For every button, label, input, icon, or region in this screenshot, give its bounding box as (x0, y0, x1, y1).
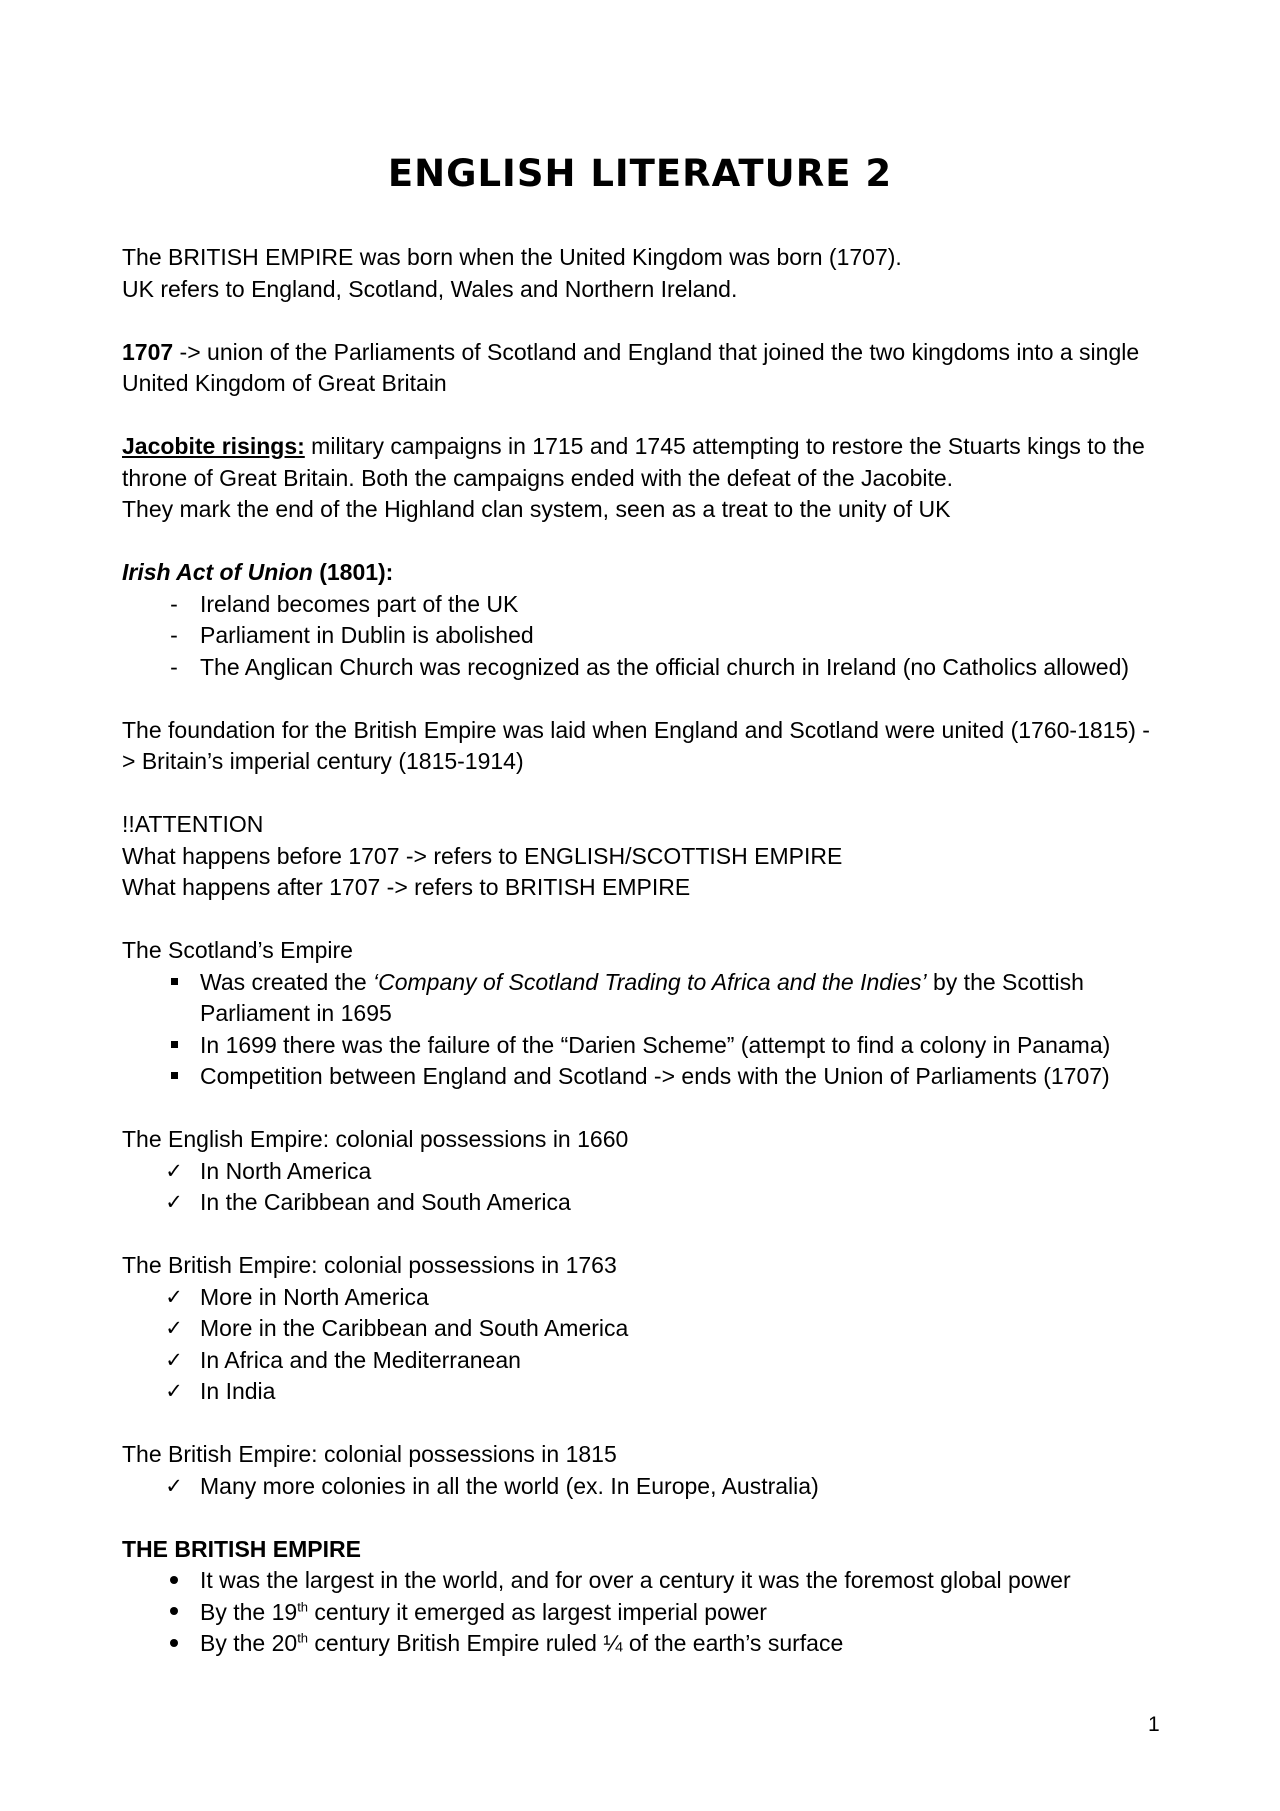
list-item: In 1699 there was the failure of the “Darien Scheme” (attempt to find a colony in Panama) (122, 1030, 1162, 1062)
square-bullet-icon (162, 967, 186, 999)
list-item: ✓ In Africa and the Mediterranean (122, 1345, 1162, 1377)
page-title: ENGLISH LITERATURE 2 (387, 152, 893, 195)
irish-act-heading (122, 557, 1162, 589)
british-empire-heading: THE BRITISH EMPIRE (122, 1535, 361, 1562)
dash-marker: - (170, 653, 178, 680)
attention-line-3: What happens after 1707 -> refers to BRITISH EMPIRE (122, 874, 691, 900)
english-1660-list (122, 1156, 1162, 1219)
irish-act-term: Irish Act of Union (122, 559, 313, 585)
scotland-empire-heading: The Scotland’s Empire (122, 937, 353, 963)
round-bullet-icon (162, 1628, 186, 1660)
round-bullet-icon (162, 1597, 186, 1629)
round-bullet-icon (162, 1565, 186, 1597)
british-empire-list (122, 1565, 1162, 1660)
list-item: - The Anglican Church was recognized as the official church in Ireland (no Catholics allowed) (122, 652, 1162, 684)
attention-line-1: !!ATTENTION (122, 811, 264, 837)
union-text: -> union of the Parliaments of Scotland and England that joined the two kingdoms into a single United Kingdom of Great Britain (122, 338, 1140, 396)
list-item: ✓ In North America (122, 1156, 1162, 1188)
intro-line-2: UK refers to England, Scotland, Wales and Northern Ireland. (122, 275, 738, 302)
list-item: ✓ In India (122, 1376, 1162, 1408)
page-content (122, 150, 1162, 1660)
jacobite-line-2: They mark the end of the Highland clan system, seen as a treat to the unity of UK (122, 496, 951, 522)
list-item: By the 19th century it emerged as largest imperial power (122, 1597, 1162, 1629)
attention-line-2: What happens before 1707 -> refers to ENGLISH/SCOTTISH EMPIRE (122, 842, 843, 869)
square-bullet-icon (162, 1061, 186, 1093)
checkmark-icon: ✓ (165, 1347, 183, 1372)
list-item: ✓ Many more colonies in all the world (ex. In Europe, Australia) (122, 1471, 1162, 1503)
union-1707-paragraph (122, 337, 1162, 400)
british-1815-heading: The British Empire: colonial possessions in 1815 (122, 1441, 617, 1467)
square-bullet-icon (162, 1030, 186, 1062)
list-item: Competition between England and Scotland -> ends with the Union of Parliaments (1707) (122, 1061, 1162, 1093)
list-item: By the 20th century British Empire ruled ¼ of the earth’s surface (122, 1628, 1162, 1660)
jacobite-paragraph (122, 431, 1162, 494)
list-item: - Ireland becomes part of the UK (122, 589, 1162, 621)
checkmark-icon: ✓ (165, 1473, 183, 1498)
list-item: ✓ In the Caribbean and South America (122, 1187, 1162, 1219)
irish-act-list (122, 589, 1162, 684)
checkmark-icon: ✓ (165, 1190, 183, 1214)
british-1815-list (122, 1471, 1162, 1503)
list-item: - Parliament in Dublin is abolished (122, 620, 1162, 652)
checkmark-icon: ✓ (165, 1284, 183, 1309)
list-item: ✓ More in the Caribbean and South America (122, 1313, 1162, 1345)
dash-marker: - (170, 622, 178, 648)
union-year: 1707 (122, 338, 174, 365)
british-1763-heading: The British Empire: colonial possessions in 1763 (122, 1252, 617, 1278)
jacobite-term: Jacobite risings: (122, 433, 305, 459)
checkmark-icon: ✓ (165, 1158, 183, 1183)
scotland-empire-list (122, 967, 1162, 1093)
dash-marker: - (170, 590, 178, 617)
checkmark-icon: ✓ (165, 1316, 183, 1340)
list-item: ✓ More in North America (122, 1282, 1162, 1314)
checkmark-icon: ✓ (165, 1379, 183, 1403)
list-item: It was the largest in the world, and for over a century it was the foremost global power (122, 1565, 1162, 1597)
irish-act-year: (1801): (312, 559, 394, 585)
list-item: Was created the ‘Company of Scotland Trading to Africa and the Indies’ by the Scottish Parliament in 1695 (122, 967, 1162, 1030)
british-1763-list (122, 1282, 1162, 1408)
foundation-paragraph: The foundation for the British Empire was laid when England and Scotland were united (1760-1815) -> Britain’s imperial century (1815-1914) (122, 716, 1150, 774)
jacobite-text: military campaigns in 1715 and 1745 attempting to restore the Stuarts kings to the throne of Great Britain. Both the campaigns ended with the defeat of the Jacobite. (122, 433, 1145, 491)
english-1660-heading: The English Empire: colonial possessions in 1660 (122, 1126, 629, 1152)
page-number: 1 (1148, 1713, 1160, 1736)
intro-line-1: The BRITISH EMPIRE was born when the United Kingdom was born (1707). (122, 244, 902, 270)
